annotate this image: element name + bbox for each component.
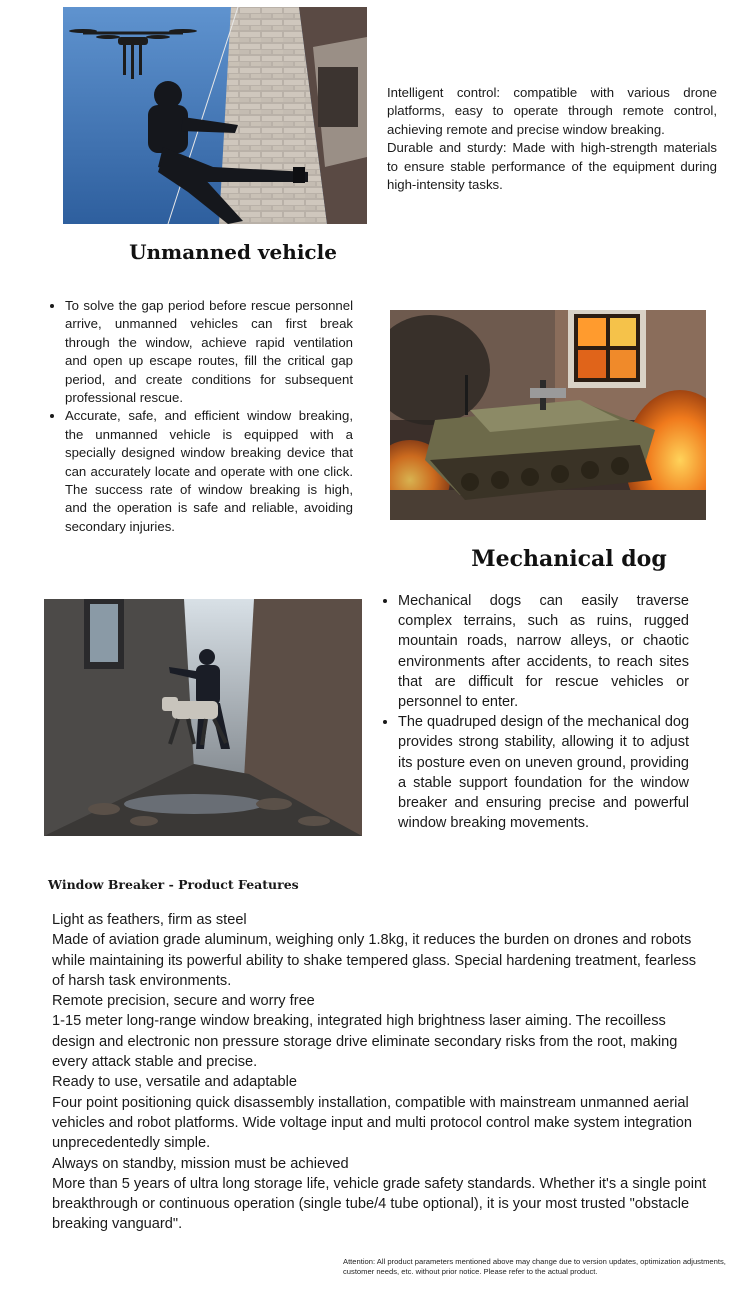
disclaimer-note: Attention: All product parameters mentioned above may change due to version updates, optimization adjustments, customer needs, etc. without prior notice. Please refer to the actual product. — [343, 1257, 726, 1276]
intro-text — [387, 84, 717, 194]
feature-line: More than 5 years of ultra long storage life, vehicle grade safety standards. Whether it's a single point breakthrough or continuous operation (single tube/4 tube optional), it is your most trusted "obstacle breaking vanguard". — [52, 1175, 707, 1233]
feature-line: 1-15 meter long-range window breaking, integrated high brightness laser aiming. The recoilless design and electronic non pressure storage drive eliminate secondary risks from the root, making every attack stable and precise. — [52, 1013, 678, 1071]
heading-mechanical-dog: Mechanical dog — [471, 546, 667, 572]
features-title: Window Breaker - Product Features — [48, 877, 299, 892]
feature-line: Always on standby, mission must be achieved — [52, 1155, 349, 1172]
mechanical-dog-photo — [44, 599, 362, 836]
feature-line: Four point positioning quick disassembly installation, compatible with mainstream unmanned aerial vehicles and robot platforms. Wide voltage input and multi protocol control make system integration unprecedentedly simple. — [52, 1094, 693, 1152]
list-item: • Accurate, safe, and efficient window breaking, the unmanned vehicle is equipped with a specially designed window breaking device that can accurately locate and operate with one click. The success rate of window breaking is high, and the operation is safe and reliable, avoiding secondary injuries. — [65, 407, 353, 536]
list-item: • To solve the gap period before rescue personnel arrive, unmanned vehicles can first break through the window, achieve rapid ventilation and open up escape routes, fill the critical gap period, and create conditions for subsequent professional rescue. — [65, 297, 353, 407]
intro-line: Intelligent control: compatible with various drone platforms, easy to operate through remote control, achieving remote and precise window breaking. — [387, 85, 717, 137]
heading-unmanned-vehicle: Unmanned vehicle — [129, 240, 337, 264]
list-item: • Mechanical dogs can easily traverse complex terrains, such as ruins, rugged mountain roads, narrow alleys, or chaotic environments after accidents, to reach sites that are difficult for rescue vehicles or personnel to enter. — [398, 591, 689, 712]
features-text — [52, 910, 712, 1235]
feature-line: Made of aviation grade aluminum, weighing only 1.8kg, it reduces the burden on drones and robots while maintaining its powerful ability to shake tempered glass. Special hardening treatment, fearless of harsh task environments. — [52, 932, 697, 989]
drone-rappel-photo — [63, 7, 367, 224]
unmanned-vehicle-photo — [390, 310, 706, 520]
feature-line: Light as feathers, firm as steel — [52, 912, 247, 928]
intro-line: Durable and sturdy: Made with high-strength materials to ensure stable performance of the equipment during high-intensity tasks. — [387, 140, 717, 193]
dog-bullets — [381, 591, 689, 833]
feature-line: Ready to use, versatile and adaptable — [52, 1074, 298, 1091]
feature-line: Remote precision, secure and worry free — [52, 993, 315, 1010]
vehicle-bullets — [48, 297, 353, 536]
list-item: • The quadruped design of the mechanical dog provides strong stability, allowing it to adjust its posture even on uneven ground, providing a stable support foundation for the window breaker and ensuring precise and powerful window breaking movements. — [398, 712, 689, 833]
